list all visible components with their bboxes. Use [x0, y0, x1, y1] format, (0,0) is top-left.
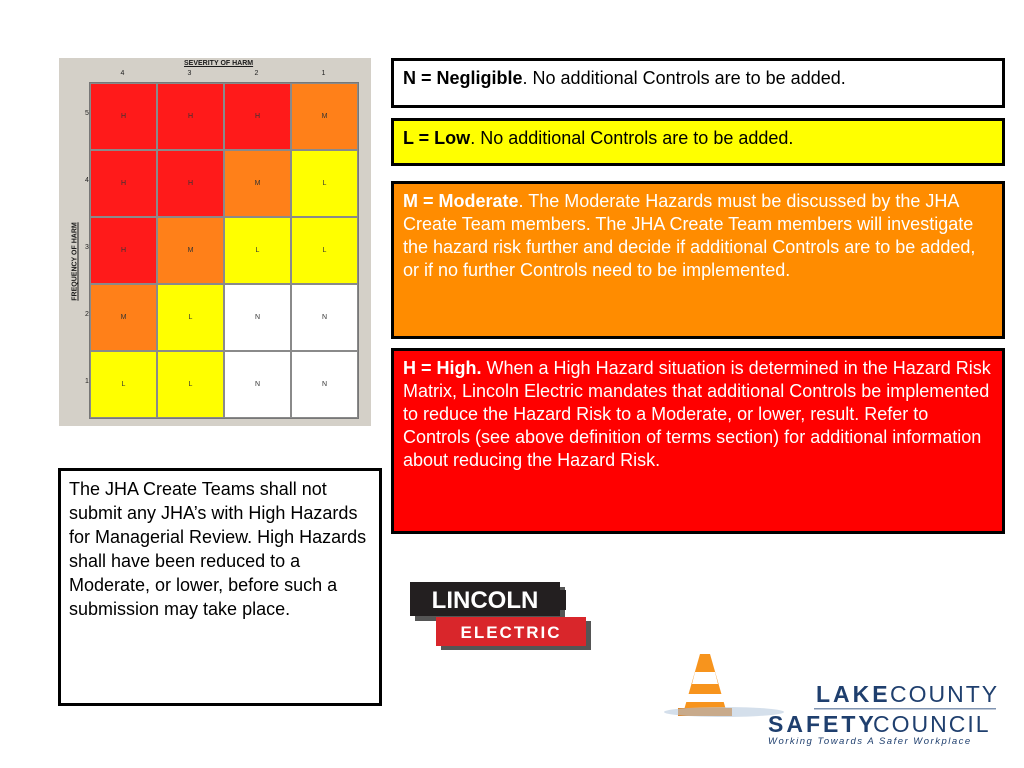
- moderate-term: M = Moderate: [403, 191, 519, 211]
- matrix-cell: L: [157, 284, 224, 351]
- matrix-grid: [89, 82, 359, 419]
- matrix-cell: N: [224, 351, 291, 418]
- matrix-cell: H: [157, 150, 224, 217]
- frequency-row-header: 4: [85, 177, 89, 184]
- high-text: When a High Hazard situation is determined in the Hazard Risk Matrix, Lincoln Electric mandates that additional Controls be implemented to reduce the Hazard Risk to a Moderate, or lower, result. Refer to Controls (see above definition of terms section) for additional information about reducing the Hazard Risk.: [403, 358, 991, 470]
- negligible-definition-box: [391, 58, 1005, 108]
- matrix-cell: M: [157, 217, 224, 284]
- matrix-cell: M: [291, 83, 358, 150]
- lincoln-logo-line1: LINCOLN: [431, 587, 539, 614]
- matrix-cell: M: [90, 284, 157, 351]
- matrix-cell: L: [90, 351, 157, 418]
- logo-council-text: COUNCIL: [873, 711, 991, 737]
- frequency-row-header: 2: [85, 311, 89, 318]
- high-definition-box: [391, 348, 1005, 534]
- matrix-cell: N: [224, 284, 291, 351]
- hazard-risk-matrix: [59, 58, 371, 426]
- submission-note-box: [58, 468, 382, 706]
- negligible-term: N = Negligible: [403, 68, 523, 88]
- matrix-cell: H: [90, 83, 157, 150]
- matrix-cell: L: [291, 217, 358, 284]
- matrix-y-label: FREQUENCY OF HARM: [71, 222, 79, 301]
- matrix-cell: H: [90, 150, 157, 217]
- matrix-cell: N: [291, 351, 358, 418]
- frequency-row-header: 1: [85, 378, 89, 385]
- severity-column-header: 4: [120, 70, 125, 77]
- lincoln-electric-logo: [410, 582, 592, 652]
- matrix-cell: H: [224, 83, 291, 150]
- lincoln-logo-line2: ELECTRIC: [460, 623, 562, 642]
- high-term: H = High.: [403, 358, 482, 378]
- matrix-cell: L: [224, 217, 291, 284]
- matrix-cell: H: [90, 217, 157, 284]
- negligible-text: . No additional Controls are to be added.: [522, 68, 846, 88]
- moderate-text: . The Moderate Hazards must be discussed by the JHA Create Team members. The JHA Create Team members will investigate the hazard risk further and decide if additional Controls are to be added, or if no further Controls need to be implemented.: [403, 191, 976, 280]
- matrix-cell: M: [224, 150, 291, 217]
- low-text: . No additional Controls are to be added.: [470, 128, 794, 148]
- traffic-cone-icon: [664, 654, 784, 717]
- low-definition-box: [391, 118, 1005, 166]
- lake-county-safety-council-logo: [664, 652, 1004, 752]
- severity-column-header: 2: [254, 70, 259, 77]
- frequency-row-header: 3: [85, 244, 89, 251]
- moderate-definition-box: [391, 181, 1005, 339]
- frequency-row-header: 5: [85, 110, 89, 117]
- matrix-title: SEVERITY OF HARM: [184, 60, 254, 67]
- logo-tagline: Working Towards A Safer Workplace: [768, 736, 972, 747]
- matrix-cell: H: [157, 83, 224, 150]
- submission-note-text: The JHA Create Teams shall not submit any JHA’s with High Hazards for Managerial Review. High Hazards shall have been reduced to a Moderate, or lower, before such a submission may take place.: [69, 479, 367, 619]
- matrix-cell: L: [291, 150, 358, 217]
- logo-lake-text: LAKE: [816, 681, 891, 707]
- severity-column-header: 3: [187, 70, 192, 77]
- logo-county-text: COUNTY: [890, 681, 1000, 707]
- logo-safety-text: SAFETY: [768, 711, 877, 737]
- severity-column-header: 1: [321, 70, 326, 77]
- low-term: L = Low: [403, 128, 471, 148]
- matrix-cell: N: [291, 284, 358, 351]
- matrix-cell: L: [157, 351, 224, 418]
